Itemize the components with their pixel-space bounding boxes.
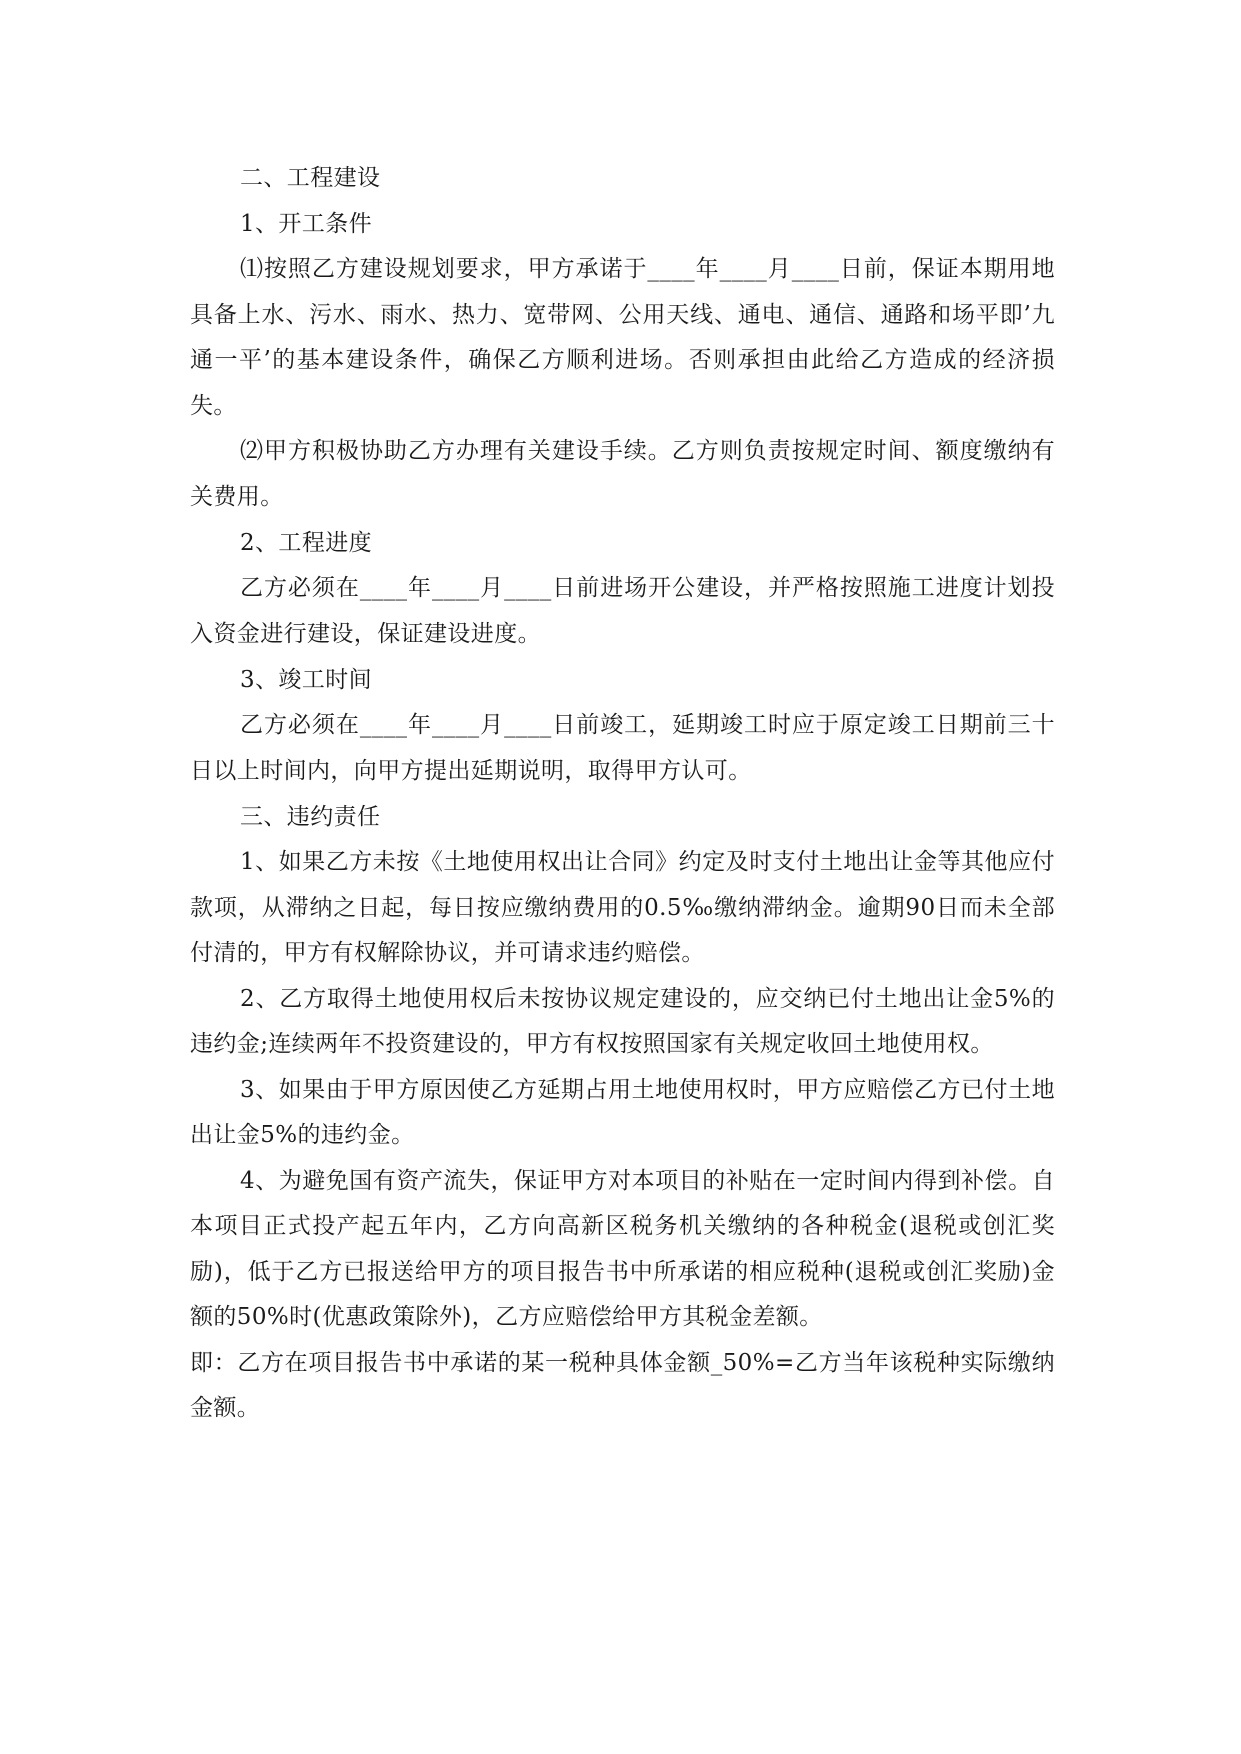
subsection-heading-progress: 2、工程进度	[240, 530, 373, 556]
section-heading-liability: 三、违约责任	[240, 804, 381, 830]
paragraph-completion: 乙方必须在____年____月____日前竣工，延期竣工时应于原定竣工日期前三十日以上时间内，向甲方提出延期说明，取得甲方认可。	[190, 712, 1055, 784]
section-heading-engineering: 二、工程建设	[240, 165, 381, 191]
paragraph-start-conditions-2: ⑵甲方积极协助乙方办理有关建设手续。乙方则负责按规定时间、额度缴纳有关费用。	[190, 438, 1055, 510]
paragraph-progress: 乙方必须在____年____月____日前进场开公建设，并严格按照施工进度计划投入资金进行建设，保证建设进度。	[190, 575, 1055, 647]
paragraph-liability-4-formula: 即：乙方在项目报告书中承诺的某一税种具体金额_50%=乙方当年该税种实际缴纳金额。	[190, 1349, 1055, 1421]
paragraph-liability-2: 2、乙方取得土地使用权后未按协议规定建设的，应交纳已付土地出让金5%的违约金;连续两年不投资建设的，甲方有权按照国家有关规定收回土地使用权。	[190, 985, 1055, 1057]
paragraph-liability-4: 4、为避免国有资产流失，保证甲方对本项目的补贴在一定时间内得到补偿。自本项目正式投产起五年内，乙方向高新区税务机关缴纳的各种税金(退税或创汇奖励)，低于乙方已报送给甲方的项目报告书中所承诺的相应税种(退税或创汇奖励)金额的50%时(优惠政策除外)，乙方应赔偿给甲方其税金差额。	[190, 1167, 1055, 1330]
paragraph-start-conditions-1: ⑴按照乙方建设规划要求，甲方承诺于____年____月____日前，保证本期用地具备上水、污水、雨水、热力、宽带网、公用天线、通电、通信、通路和场平即’九通一平’的基本建设条件，确保乙方顺利进场。否则承担由此给乙方造成的经济损失。	[190, 256, 1055, 419]
subsection-heading-start-conditions: 1、开工条件	[240, 211, 373, 237]
paragraph-liability-3: 3、如果由于甲方原因使乙方延期占用土地使用权时，甲方应赔偿乙方已付土地出让金5%的违约金。	[190, 1076, 1055, 1148]
paragraph-liability-1: 1、如果乙方未按《土地使用权出让合同》约定及时支付土地出让金等其他应付款项，从滞纳之日起，每日按应缴纳费用的0.5‰缴纳滞纳金。逾期90日而未全部付清的，甲方有权解除协议，并可请求违约赔偿。	[190, 849, 1055, 966]
document-page	[190, 155, 1055, 1432]
subsection-heading-completion: 3、竣工时间	[240, 667, 373, 693]
